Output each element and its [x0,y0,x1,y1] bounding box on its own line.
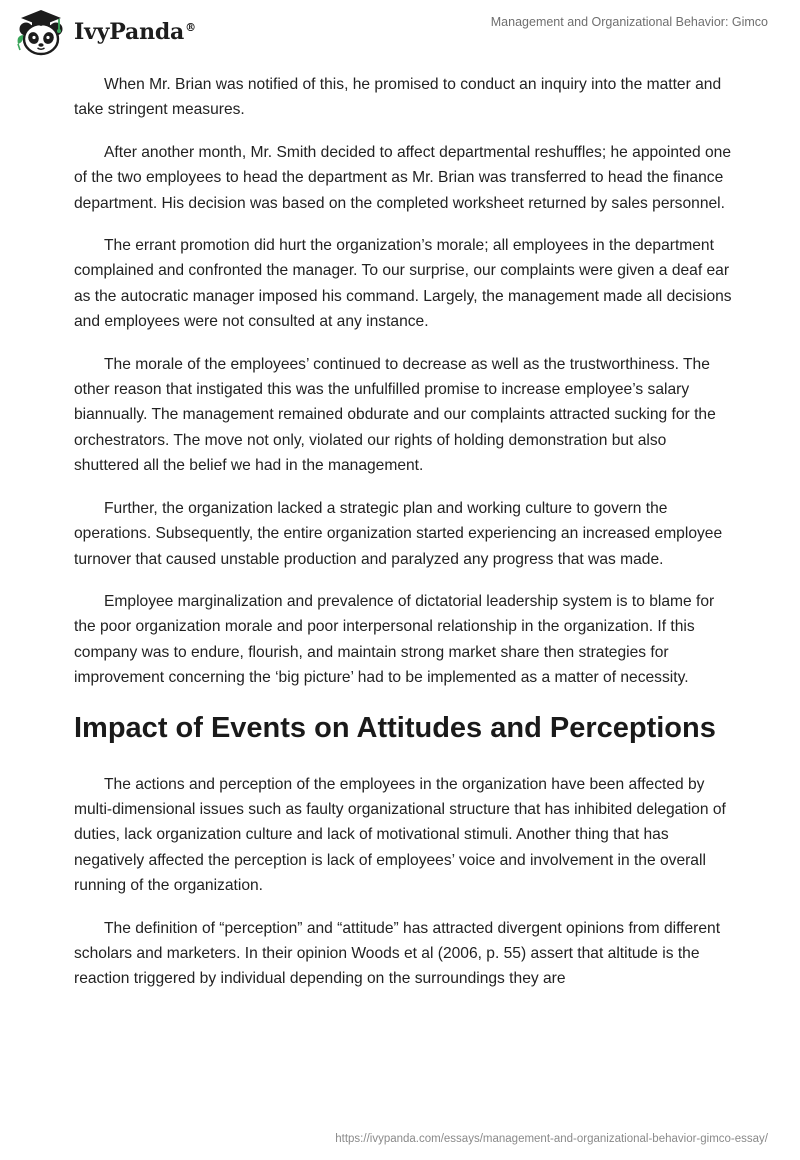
paragraph: The errant promotion did hurt the organization’s morale; all employees in the department complained and confronted the manager. To our surprise, our complaints were given a deaf ear as the autocratic manager imposed his command. Largely, the management made all decisions and employees were not consulted at any instance. [74,237,732,331]
document-title: Management and Organizational Behavior: Gimco [490,15,768,29]
registered-mark: ® [185,20,196,34]
paragraph: After another month, Mr. Smith decided to affect departmental reshuffles; he appointed one of the two employees to head the department as Mr. Brian was transferred to head the finance department. His decision was based on the completed worksheet returned by sales personnel. [74,143,732,212]
paragraph: The definition of “perception” and “attitude” has attracted divergent opinions from different scholars and marketers. In their opinion Woods et al (2006, p. 55) assert that altitude is the reaction triggered by individual depending on the surroundings they are [74,919,721,988]
paragraph: When Mr. Brian was notified of this, he promised to conduct an inquiry into the matter and take stringent measures. [74,76,722,119]
paragraph: Further, the organization lacked a strategic plan and working culture to govern the operations. Subsequently, the entire organization started experiencing an increased employee turnover that caused unstable production and paralyzed any progress that was made. [74,499,723,568]
paragraph: The morale of the employees’ continued to decrease as well as the trustworthiness. The other reason that instigated this was the unfulfilled promise to increase employee’s salary biannually. The management remained obdurate and our complaints attracted sucking for the orchestrators. The move not only, violated our rights of holding demonstration but also shuttered all the belief we had in the management. [74,355,716,475]
source-url[interactable]: https://ivypanda.com/essays/management-and-organizational-behavior-gimco-essay/ [335,1133,768,1145]
logo-wordmark: IvyPanda® [74,19,196,45]
page-header [0,0,800,64]
ivypanda-logo[interactable] [14,8,196,56]
panda-graduate-icon [14,8,68,56]
paragraph: Employee marginalization and prevalence of dictatorial leadership system is to blame for the poor organization morale and poor interpersonal relationship in the organization. If this company was to endure, flourish, and maintain strong market share then strategies for improvement concerning the ‘big picture’ had to be implemented as a matter of necessity. [74,592,715,687]
essay-body [74,72,734,1009]
paragraph: The actions and perception of the employees in the organization have been affected by multi-dimensional issues such as faulty organizational structure that has inhibited delegation of duties, lack organization culture and lack of motivational stimuli. Another thing that has negatively affected the perception is lack of employees’ voice and involvement in the overall running of the organization. [74,775,726,895]
section-heading: Impact of Events on Attitudes and Perceptions [74,711,716,744]
